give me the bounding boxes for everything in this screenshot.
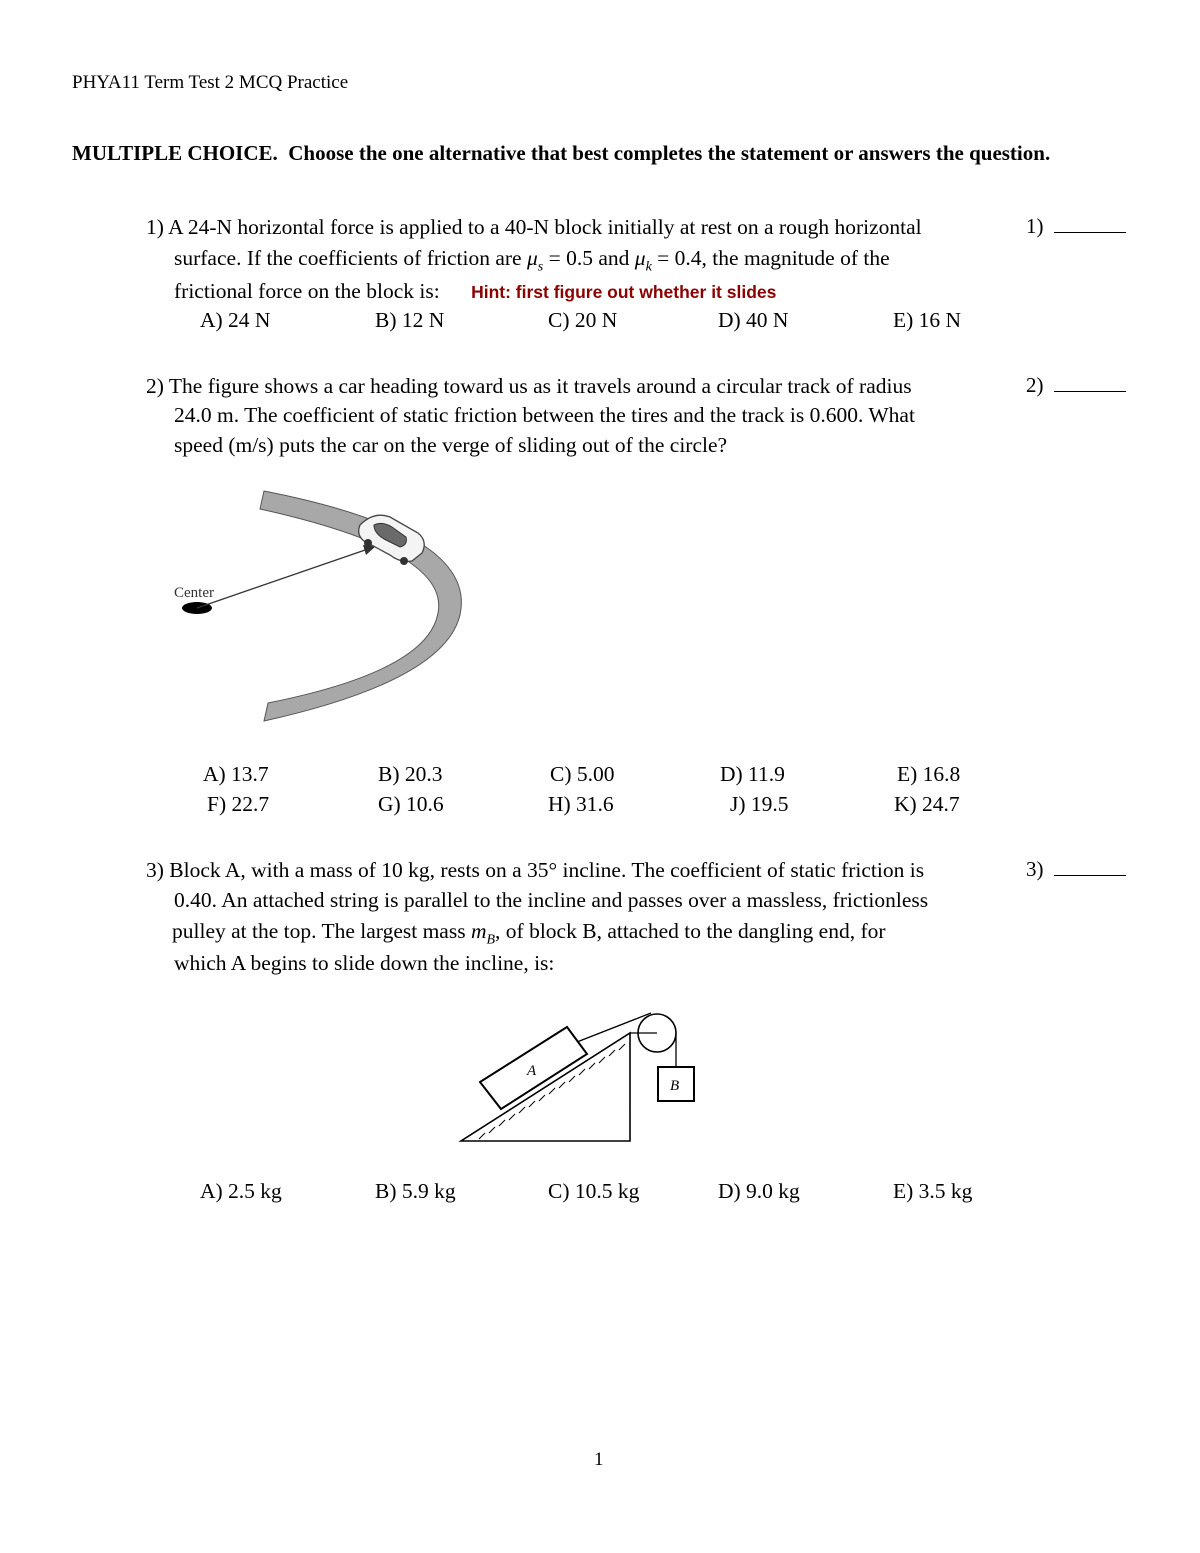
q1-option-d[interactable]: D) 40 N: [718, 308, 789, 332]
instructions: [72, 138, 1092, 169]
q3-line4: which A begins to slide down the incline, is:: [174, 951, 555, 975]
q2-option-f[interactable]: F) 22.7: [207, 792, 270, 816]
q3-option-d[interactable]: D) 9.0 kg: [718, 1179, 800, 1203]
q1-line2: surface. If the coefficients of friction are $\mu_s = 0.5$ and $\mu_k = 0.4$, the magnitude of the: [174, 246, 890, 275]
incline-pulley-figure: [455, 1005, 705, 1150]
center-label: Center: [174, 585, 214, 601]
q1-option-c[interactable]: C) 20 N: [548, 308, 618, 332]
q2-option-k[interactable]: K) 24.7: [894, 792, 960, 816]
q2-line3: speed (m/s) puts the car on the verge of sliding out of the circle?: [174, 433, 728, 457]
q2-line1: 2) The figure shows a car heading toward us as it travels around a circular track of radius: [146, 374, 912, 398]
q2-option-g[interactable]: G) 10.6: [378, 792, 444, 816]
q2-line2: 24.0 m. The coefficient of static friction between the tires and the track is 0.600. What: [174, 403, 915, 427]
car-icon: [359, 515, 425, 565]
q2-option-h[interactable]: H) 31.6: [548, 792, 614, 816]
q1-mu-k: μ: [634, 246, 646, 270]
page-number: 1: [594, 1449, 604, 1470]
q2-option-j[interactable]: J) 19.5: [730, 792, 789, 816]
radius-arrow: [197, 549, 368, 608]
q2-option-e[interactable]: E) 16.8: [897, 762, 961, 786]
q3-answer-blank[interactable]: [1054, 857, 1126, 876]
q1-option-b[interactable]: B) 12 N: [375, 308, 445, 332]
q1-answer-blank[interactable]: [1054, 214, 1126, 233]
q3-number: 3): [146, 858, 164, 882]
q3-option-a[interactable]: A) 2.5 kg: [200, 1179, 282, 1203]
q1-hint: Hint: first figure out whether it slides: [471, 282, 777, 302]
q1-line1: 1) A 24-N horizontal force is applied to a 40-N block initially at rest on a rough horizontal: [146, 215, 922, 239]
q2-option-b[interactable]: B) 20.3: [378, 762, 443, 786]
instructions-lead: MULTIPLE CHOICE.: [72, 141, 278, 165]
q2-option-a[interactable]: A) 13.7: [203, 762, 269, 786]
q1-option-e[interactable]: E) 16 N: [893, 308, 962, 332]
q3-option-e[interactable]: E) 3.5 kg: [893, 1179, 973, 1203]
q1-number: 1): [146, 215, 164, 239]
circular-track-figure: [160, 485, 480, 735]
q3-option-b[interactable]: B) 5.9 kg: [375, 1179, 456, 1203]
q2-number: 2): [146, 374, 164, 398]
q3-answer-slot[interactable]: 3): [1026, 857, 1126, 882]
q3-line3: pulley at the top. The largest mass $m_B$, of block B, attached to the dangling end, for: [172, 919, 886, 948]
q1-option-a[interactable]: A) 24 N: [200, 308, 271, 332]
block-a-label: A: [527, 1063, 537, 1079]
q1-answer-slot[interactable]: 1): [1026, 214, 1126, 239]
q2-option-d[interactable]: D) 11.9: [720, 762, 785, 786]
block-b-label: B: [670, 1078, 680, 1094]
q3-line2: 0.40. An attached string is parallel to the incline and passes over a massless, frictionless: [174, 888, 929, 912]
q2-answer-slot[interactable]: 2): [1026, 373, 1126, 398]
q2-option-c[interactable]: C) 5.00: [550, 762, 615, 786]
q3-option-c[interactable]: C) 10.5 kg: [548, 1179, 640, 1203]
instructions-text: Choose the one alternative that best completes the statement or answers the question.: [288, 141, 1051, 165]
page-header: PHYA11 Term Test 2 MCQ Practice: [72, 72, 349, 93]
q2-answer-blank[interactable]: [1054, 373, 1126, 392]
q3-line1: 3) Block A, with a mass of 10 kg, rests on a 35° incline. The coefficient of static friction is: [146, 858, 925, 882]
q1-line3: frictional force on the block is: Hint: first figure out whether it slides: [174, 279, 777, 303]
